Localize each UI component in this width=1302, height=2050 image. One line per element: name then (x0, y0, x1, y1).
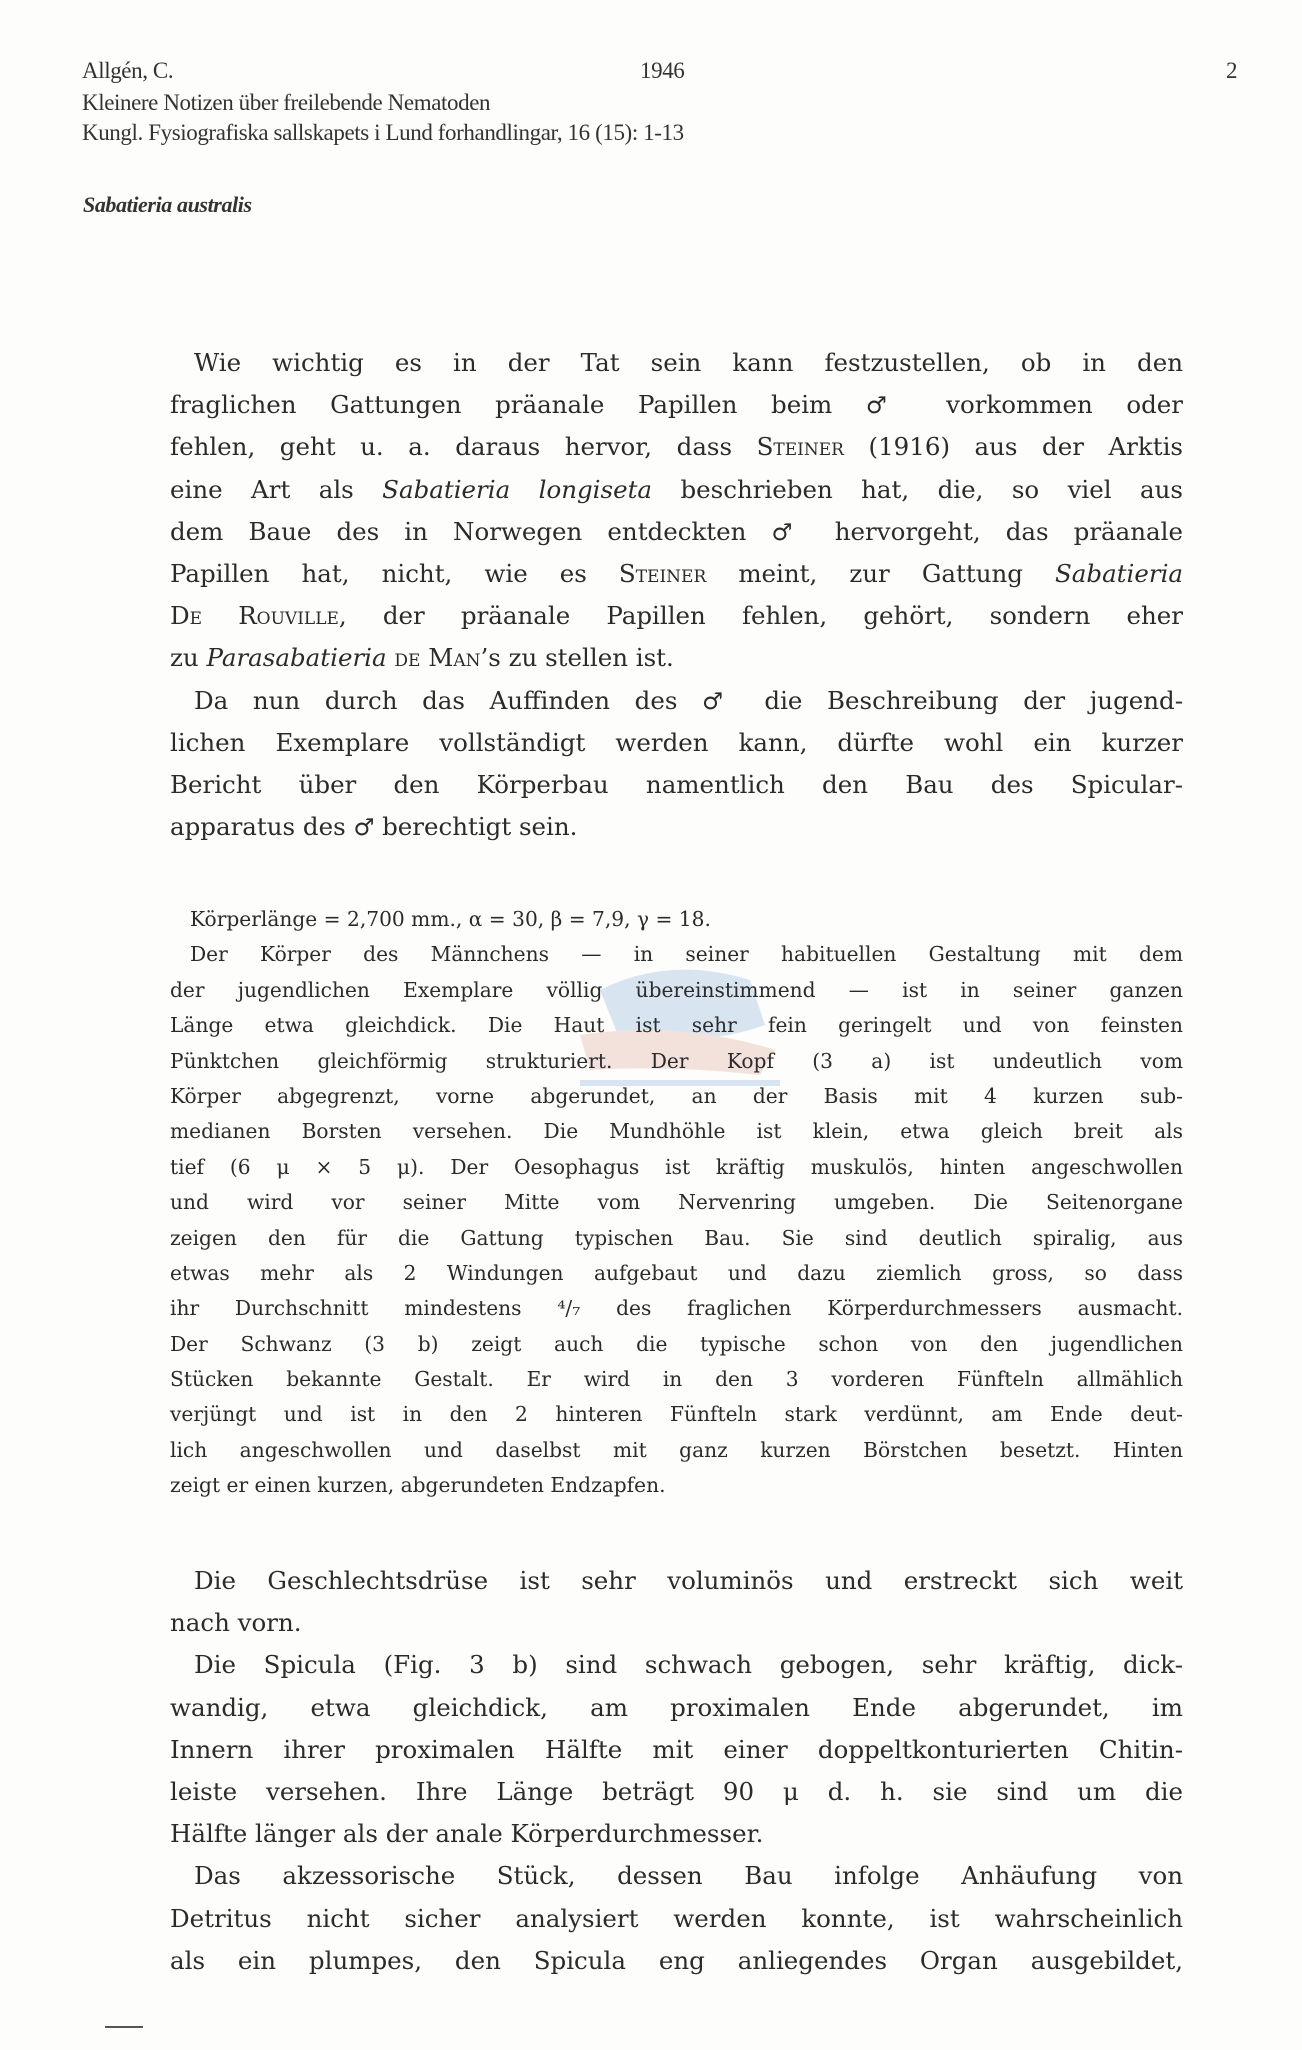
text-line (170, 1291, 1183, 1326)
text-line (170, 1687, 1183, 1729)
text-run: dem Baue des in Norwegen entdeckten (170, 516, 772, 546)
text-line (170, 1008, 1183, 1043)
text-run: und wird vor seiner Mitte vom Nervenring umgeben. Die Seitenorgane (170, 1190, 1183, 1215)
text-run: meint, zur Gattung (706, 558, 1055, 588)
taxon-name: Sabatieria (1055, 558, 1184, 588)
text-line (170, 637, 1183, 679)
text-run: Die Spicula (Fig. 3 b) sind schwach gebogen, sehr kräftig, dick- (194, 1650, 1183, 1680)
text-run: die Beschreibung der jugend- (739, 685, 1184, 715)
text-run: fraglichen Gattungen präanale Papillen beim (170, 390, 866, 420)
text-line (170, 1855, 1183, 1897)
author-name: Steiner (618, 558, 707, 588)
text-run: Der Körper des Männchens — in seiner habituellen Gestaltung mit dem (190, 942, 1183, 967)
text-line (170, 806, 1183, 848)
text-run: Körper abgegrenzt, vorne abgerundet, an der Basis mit 4 kurzen sub- (170, 1083, 1183, 1108)
male-symbol-icon: ♂ (771, 518, 810, 546)
text-run: lichen Exemplare vollständigt werden kann, dürfte wohl ein kurzer (170, 727, 1183, 757)
text-run: Wie wichtig es in der Tat sein kann festzustellen, ob in den (194, 348, 1183, 377)
male-symbol-icon: ♂ (702, 687, 740, 715)
text-run: beschrieben hat, die, so viel aus (652, 474, 1183, 504)
text-run: Die Geschlechtsdrüse ist sehr voluminös und erstreckt sich weit (194, 1566, 1183, 1595)
text-run: Papillen hat, nicht, wie es (170, 558, 619, 588)
male-symbol-icon: ♂ (865, 392, 913, 420)
text-line (170, 1644, 1183, 1686)
page-number: 2 (1226, 58, 1238, 83)
text-run: Detritus nicht sicher analysiert werden konnte, ist wahrscheinlich (170, 1903, 1183, 1933)
male-symbol-icon: ♂ (353, 814, 375, 842)
footer-rule (105, 2026, 143, 2028)
text-line (170, 722, 1183, 764)
text-line (170, 1813, 1183, 1855)
text-line (170, 1327, 1183, 1362)
text-line (170, 973, 1183, 1008)
citation-journal: Kungl. Fysiografiska sallskapets i Lund forhandlingar, 16 (15): 1-13 (82, 120, 684, 145)
text-line (170, 511, 1183, 553)
text-run: , der präanale Papillen fehlen, gehört, sondern eher (338, 601, 1183, 631)
citation-author: Allgén, C. (82, 58, 174, 83)
species-heading: Sabatieria australis (83, 192, 252, 217)
text-run: zeigen den für die Gattung typischen Bau. Sie sind deutlich spiralig, aus (170, 1225, 1183, 1250)
text-run: Bericht über den Körperbau namentlich den Bau des Spicular- (170, 769, 1183, 799)
author-name: Steiner (756, 432, 844, 462)
text-line (170, 1468, 1183, 1503)
description-paragraphs (170, 902, 1183, 1504)
author-name: de Man (394, 643, 481, 673)
text-line (170, 1256, 1183, 1291)
text-line (170, 1397, 1183, 1432)
taxon-name: Sabatieria longiseta (382, 474, 653, 504)
text-run: Pünktchen gleichförmig strukturiert. Der Kopf (3 a) ist undeutlich vom (170, 1048, 1183, 1073)
text-line (170, 1114, 1183, 1149)
citation-year: 1946 (640, 58, 685, 83)
text-line (170, 1940, 1183, 1982)
text-run: der jugendlichen Exemplare völlig übereinstimmend — ist in seiner ganzen (170, 977, 1183, 1002)
text-line (170, 384, 1183, 426)
author-name: De Rouville (170, 601, 339, 631)
taxon-name: Parasabatieria (206, 643, 387, 673)
text-line (170, 1079, 1183, 1114)
text-line (170, 764, 1183, 806)
text-line (170, 1433, 1183, 1468)
text-run: ihr Durchschnitt mindestens ⁴/₇ des fraglichen Körperdurchmessers ausmacht. (170, 1296, 1183, 1321)
text-run: leiste versehen. Ihre Länge beträgt 90 μ d. h. sie sind um die (170, 1776, 1183, 1806)
text-run: Stücken bekannte Gestalt. Er wird in den 3 vorderen Fünfteln allmählich (170, 1367, 1183, 1392)
text-run: als ein plumpes, den Spicula eng anliegendes Organ ausgebildet, (170, 1945, 1183, 1975)
text-run: wandig, etwa gleichdick, am proximalen Ende abgerundet, im (170, 1692, 1183, 1722)
text-run: Körperlänge = 2,700 mm., α = 30, β = 7,9, γ = 18. (190, 907, 711, 931)
text-run: etwas mehr als 2 Windungen aufgebaut und dazu ziemlich gross, so dass (170, 1260, 1183, 1285)
text-run: verjüngt und ist in den 2 hinteren Fünfteln stark verdünnt, am Ende deut- (170, 1402, 1183, 1427)
text-run: eine Art als (170, 474, 383, 504)
text-line (170, 1729, 1183, 1771)
body-paragraphs-bottom (170, 1560, 1183, 1982)
text-run: zeigt er einen kurzen, abgerundeten Endzapfen. (170, 1473, 666, 1498)
text-line (170, 595, 1183, 637)
text-run: hervorgeht, das präanale (809, 516, 1183, 546)
text-run: Der Schwanz (3 b) zeigt auch die typische schon von den jugendlichen (170, 1331, 1183, 1356)
text-run: vorkommen oder (912, 390, 1183, 420)
text-run: Innern ihrer proximalen Hälfte mit einer doppeltkonturierten Chitin- (170, 1734, 1183, 1764)
text-line (170, 553, 1183, 595)
text-run: ’s zu stellen ist. (480, 643, 674, 673)
body-paragraphs-top (170, 342, 1183, 848)
text-line (170, 342, 1183, 384)
text-run: medianen Borsten versehen. Die Mundhöhle ist klein, etwa gleich breit als (170, 1119, 1183, 1144)
text-run: tief (6 μ × 5 μ). Der Oesophagus ist kräftig muskulös, hinten angeschwollen (170, 1154, 1183, 1179)
text-run: zu (170, 643, 207, 673)
text-line (170, 426, 1183, 468)
text-line (170, 1221, 1183, 1256)
text-run: lich angeschwollen und daselbst mit ganz kurzen Börstchen besetzt. Hinten (170, 1437, 1183, 1462)
text-line (170, 1602, 1183, 1644)
text-line (170, 937, 1183, 972)
text-line (170, 1560, 1183, 1602)
text-line (170, 1898, 1183, 1940)
text-line (170, 469, 1183, 511)
text-line (170, 1044, 1183, 1079)
text-run: fehlen, geht u. a. daraus hervor, dass (170, 432, 757, 462)
text-run: (1916) aus der Arktis (843, 432, 1183, 462)
citation-title: Kleinere Notizen über freilebende Nematoden (82, 90, 491, 115)
text-run: Das akzessorische Stück, dessen Bau infolge Anhäufung von (194, 1861, 1183, 1891)
text-run: nach vorn. (170, 1608, 302, 1638)
text-run: apparatus des (170, 812, 354, 842)
text-line (170, 1362, 1183, 1397)
text-line (170, 902, 1183, 937)
text-line (170, 1185, 1183, 1220)
text-line (170, 1771, 1183, 1813)
text-line (170, 1150, 1183, 1185)
text-run: Länge etwa gleichdick. Die Haut ist sehr fein geringelt und von feinsten (170, 1013, 1183, 1038)
text-run: Da nun durch das Auffinden des (194, 685, 703, 715)
text-line (170, 680, 1183, 722)
text-run: Hälfte länger als der anale Körperdurchmesser. (170, 1819, 764, 1849)
text-run: berechtigt sein. (374, 812, 578, 842)
